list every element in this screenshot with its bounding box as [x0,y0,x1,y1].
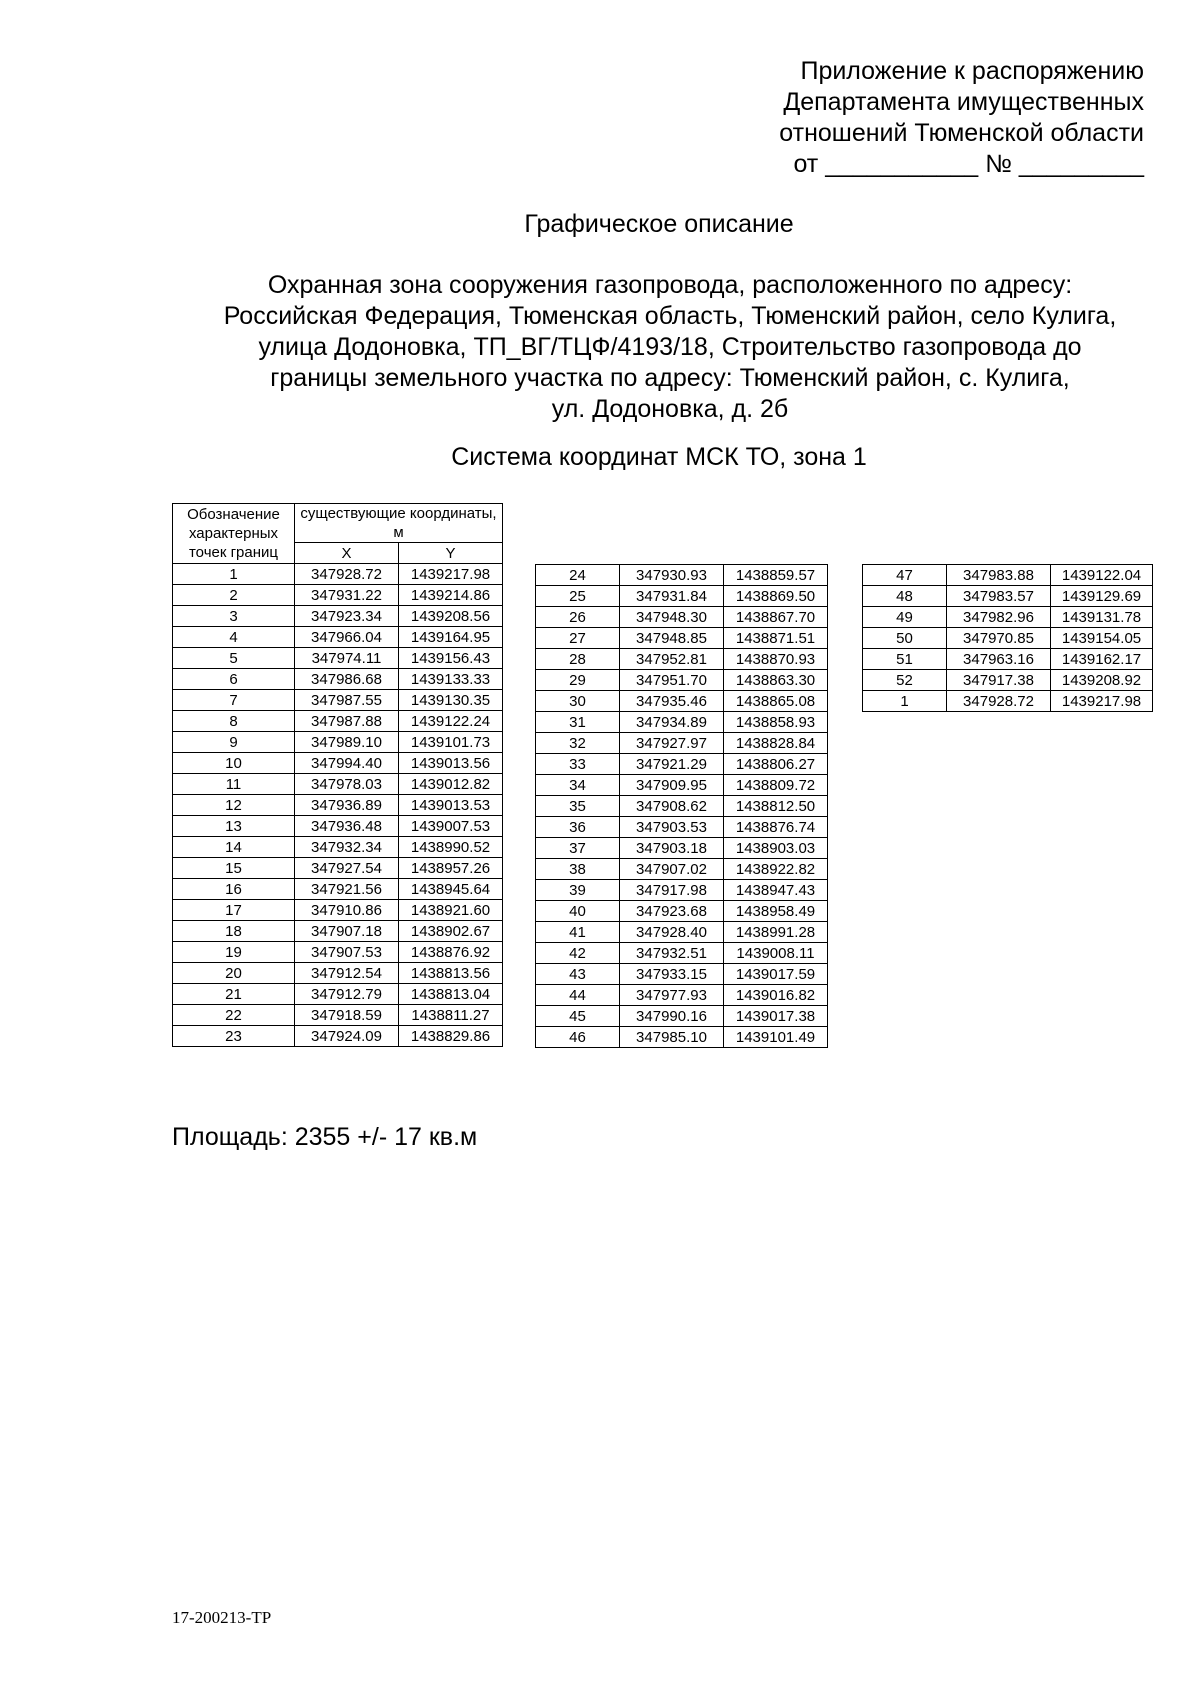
header-line-2: Департамента имущественных [783,88,1144,116]
point-number: 6 [173,669,295,690]
y-coordinate: 1439129.69 [1051,586,1153,607]
x-coordinate: 347977.93 [620,985,724,1006]
x-coordinate: 347933.15 [620,964,724,985]
x-coordinate: 347921.56 [295,879,399,900]
table-row [536,943,828,964]
table-row [536,796,828,817]
table-row [536,964,828,985]
table-2-body [536,565,828,1048]
y-coordinate: 1438858.93 [724,712,828,733]
document-code: 17-200213-ТР [172,1608,272,1627]
coordinates-table-2 [535,564,828,1048]
table-row [863,628,1153,649]
coordinates-table-3 [862,564,1153,712]
y-coordinate: 1438903.03 [724,838,828,859]
point-number: 11 [173,774,295,795]
point-number: 7 [173,690,295,711]
y-coordinate: 1439133.33 [399,669,503,690]
y-coordinate: 1438865.08 [724,691,828,712]
table-row [173,606,503,627]
point-number: 34 [536,775,620,796]
point-number: 43 [536,964,620,985]
point-number: 8 [173,711,295,732]
table-row [173,942,503,963]
y-coordinate: 1438991.28 [724,922,828,943]
table-row [536,628,828,649]
table-1-body [173,564,503,1047]
point-number: 23 [173,1026,295,1047]
x-coordinate: 347923.34 [295,606,399,627]
table-row [173,627,503,648]
x-coordinate: 347928.72 [295,564,399,585]
point-number: 12 [173,795,295,816]
x-coordinate: 347987.88 [295,711,399,732]
y-coordinate: 1439017.38 [724,1006,828,1027]
y-coordinate: 1439122.04 [1051,565,1153,586]
point-number: 22 [173,1005,295,1026]
point-number: 42 [536,943,620,964]
point-number: 49 [863,607,947,628]
point-number: 36 [536,817,620,838]
x-coordinate: 347934.89 [620,712,724,733]
y-coordinate: 1438867.70 [724,607,828,628]
table-row [173,816,503,837]
table-row [536,859,828,880]
x-coordinate: 347907.02 [620,859,724,880]
table-row [173,1026,503,1047]
x-coordinate: 347928.72 [947,691,1051,712]
point-number: 40 [536,901,620,922]
table-row [536,565,828,586]
table-row [536,733,828,754]
x-coordinate: 347974.11 [295,648,399,669]
point-number: 35 [536,796,620,817]
point-number: 33 [536,754,620,775]
x-coordinate: 347989.10 [295,732,399,753]
table-row [173,711,503,732]
y-coordinate: 1439013.53 [399,795,503,816]
y-coordinate: 1438829.86 [399,1026,503,1047]
x-coordinate: 347936.89 [295,795,399,816]
y-coordinate: 1439122.24 [399,711,503,732]
point-number: 44 [536,985,620,1006]
y-coordinate: 1439013.56 [399,753,503,774]
point-number: 4 [173,627,295,648]
point-number: 2 [173,585,295,606]
point-number: 29 [536,670,620,691]
point-number: 52 [863,670,947,691]
point-number: 50 [863,628,947,649]
subject-line-2: Российская Федерация, Тюменская область, Тюменский район, село Кулига, [223,302,1117,330]
coords-header: существующие координаты, м [295,504,503,543]
table-row [536,775,828,796]
point-number: 41 [536,922,620,943]
table-row [173,1005,503,1026]
x-coordinate: 347908.62 [620,796,724,817]
point-header: Обозначение характерных точек границ [173,504,295,564]
table-row [536,1006,828,1027]
point-number: 39 [536,880,620,901]
x-coordinate: 347928.40 [620,922,724,943]
table-row [536,670,828,691]
x-coordinate: 347990.16 [620,1006,724,1027]
y-coordinate: 1438813.56 [399,963,503,984]
subject-description [170,270,1170,425]
point-number: 25 [536,586,620,607]
table-row [863,691,1153,712]
table-row [173,879,503,900]
table-row [536,691,828,712]
point-number: 21 [173,984,295,1005]
x-coordinate: 347912.54 [295,963,399,984]
y-coordinate: 1439012.82 [399,774,503,795]
x-coordinate: 347917.98 [620,880,724,901]
point-number: 47 [863,565,947,586]
x-coordinate: 347903.18 [620,838,724,859]
y-coordinate: 1439208.92 [1051,670,1153,691]
y-coordinate: 1438859.57 [724,565,828,586]
y-coordinate: 1438806.27 [724,754,828,775]
table-row [173,921,503,942]
x-coordinate: 347932.51 [620,943,724,964]
table-row [536,712,828,733]
point-number: 9 [173,732,295,753]
y-coordinate: 1439101.49 [724,1027,828,1048]
y-coordinate: 1439016.82 [724,985,828,1006]
y-coordinate: 1438921.60 [399,900,503,921]
point-number: 15 [173,858,295,879]
x-coordinate: 347918.59 [295,1005,399,1026]
table-row [173,648,503,669]
x-coordinate: 347931.84 [620,586,724,607]
point-number: 28 [536,649,620,670]
y-coordinate: 1439101.73 [399,732,503,753]
x-header: X [295,543,399,564]
table-row [173,732,503,753]
subject-line-3: улица Додоновка, ТП_ВГ/ТЦФ/4193/18, Строительство газопровода до [258,333,1082,361]
table-3-body [863,565,1153,712]
point-number: 16 [173,879,295,900]
table-row [536,586,828,607]
y-header: Y [399,543,503,564]
x-coordinate: 347963.16 [947,649,1051,670]
table-row [536,607,828,628]
y-coordinate: 1438876.74 [724,817,828,838]
y-coordinate: 1438813.04 [399,984,503,1005]
x-coordinate: 347932.34 [295,837,399,858]
point-number: 32 [536,733,620,754]
y-coordinate: 1439130.35 [399,690,503,711]
x-coordinate: 347917.38 [947,670,1051,691]
point-number: 19 [173,942,295,963]
x-coordinate: 347931.22 [295,585,399,606]
x-coordinate: 347909.95 [620,775,724,796]
y-coordinate: 1439156.43 [399,648,503,669]
coordinates-table-1 [172,503,503,1047]
y-coordinate: 1438957.26 [399,858,503,879]
point-number: 13 [173,816,295,837]
x-coordinate: 347907.18 [295,921,399,942]
y-coordinate: 1439154.05 [1051,628,1153,649]
x-coordinate: 347978.03 [295,774,399,795]
table-row [863,565,1153,586]
point-number: 17 [173,900,295,921]
point-number: 1 [173,564,295,585]
table-row [863,649,1153,670]
point-number: 20 [173,963,295,984]
y-coordinate: 1438958.49 [724,901,828,922]
x-coordinate: 347985.10 [620,1027,724,1048]
y-coordinate: 1439214.86 [399,585,503,606]
point-number: 48 [863,586,947,607]
subject-line-5: ул. Додоновка, д. 2б [551,395,789,423]
point-number: 38 [536,859,620,880]
point-number: 30 [536,691,620,712]
x-coordinate: 347910.86 [295,900,399,921]
y-coordinate: 1438828.84 [724,733,828,754]
point-number: 1 [863,691,947,712]
point-number: 45 [536,1006,620,1027]
x-coordinate: 347948.30 [620,607,724,628]
area-value: Площадь: 2355 +/- 17 кв.м [172,1123,478,1151]
y-coordinate: 1438871.51 [724,628,828,649]
x-coordinate: 347966.04 [295,627,399,648]
y-coordinate: 1439008.11 [724,943,828,964]
x-coordinate: 347927.97 [620,733,724,754]
table-row [173,900,503,921]
table-row [173,963,503,984]
table-row [863,586,1153,607]
y-coordinate: 1438811.27 [399,1005,503,1026]
document-header [624,56,1144,180]
x-coordinate: 347924.09 [295,1026,399,1047]
header-line-3: отношений Тюменской области [779,119,1144,147]
x-coordinate: 347983.88 [947,565,1051,586]
x-coordinate: 347970.85 [947,628,1051,649]
table-row [173,690,503,711]
y-coordinate: 1438947.43 [724,880,828,901]
table-row [536,649,828,670]
subject-line-1: Охранная зона сооружения газопровода, расположенного по адресу: [267,271,1073,299]
x-coordinate: 347935.46 [620,691,724,712]
y-coordinate: 1438812.50 [724,796,828,817]
table-row [173,984,503,1005]
y-coordinate: 1438870.93 [724,649,828,670]
table-row [173,564,503,585]
table-row [863,670,1153,691]
y-coordinate: 1438876.92 [399,942,503,963]
point-number: 46 [536,1027,620,1048]
x-coordinate: 347994.40 [295,753,399,774]
point-number: 26 [536,607,620,628]
y-coordinate: 1438922.82 [724,859,828,880]
y-coordinate: 1438809.72 [724,775,828,796]
x-coordinate: 347927.54 [295,858,399,879]
y-coordinate: 1438869.50 [724,586,828,607]
page-title: Графическое описание [524,210,794,238]
y-coordinate: 1439007.53 [399,816,503,837]
x-coordinate: 347923.68 [620,901,724,922]
point-number: 24 [536,565,620,586]
x-coordinate: 347912.79 [295,984,399,1005]
table-row [536,922,828,943]
point-number: 10 [173,753,295,774]
table-row [173,774,503,795]
x-coordinate: 347907.53 [295,942,399,963]
x-coordinate: 347983.57 [947,586,1051,607]
y-coordinate: 1438902.67 [399,921,503,942]
y-coordinate: 1439208.56 [399,606,503,627]
y-coordinate: 1439017.59 [724,964,828,985]
y-coordinate: 1438990.52 [399,837,503,858]
y-coordinate: 1438945.64 [399,879,503,900]
table-row [173,837,503,858]
table-row [173,753,503,774]
y-coordinate: 1439164.95 [399,627,503,648]
y-coordinate: 1439131.78 [1051,607,1153,628]
table-row [536,985,828,1006]
table-row [536,1027,828,1048]
point-number: 3 [173,606,295,627]
x-coordinate: 347951.70 [620,670,724,691]
y-coordinate: 1439162.17 [1051,649,1153,670]
point-number: 27 [536,628,620,649]
x-coordinate: 347903.53 [620,817,724,838]
table-row [173,669,503,690]
point-number: 18 [173,921,295,942]
x-coordinate: 347987.55 [295,690,399,711]
subject-line-4: границы земельного участка по адресу: Тюменский район, с. Кулига, [270,364,1070,392]
x-coordinate: 347952.81 [620,649,724,670]
y-coordinate: 1439217.98 [399,564,503,585]
table-row [536,880,828,901]
table-row [536,901,828,922]
table-row [173,858,503,879]
y-coordinate: 1439217.98 [1051,691,1153,712]
point-number: 5 [173,648,295,669]
table-row [536,838,828,859]
x-coordinate: 347930.93 [620,565,724,586]
x-coordinate: 347986.68 [295,669,399,690]
point-number: 37 [536,838,620,859]
header-date-line: от ___________ № _________ [793,150,1144,178]
table-row [863,607,1153,628]
table-row [173,585,503,606]
x-coordinate: 347948.85 [620,628,724,649]
point-number: 51 [863,649,947,670]
y-coordinate: 1438863.30 [724,670,828,691]
coordinate-system: Система координат МСК ТО, зона 1 [451,443,867,471]
table-row [173,795,503,816]
point-number: 31 [536,712,620,733]
table-row [536,754,828,775]
x-coordinate: 347936.48 [295,816,399,837]
table-row [536,817,828,838]
x-coordinate: 347921.29 [620,754,724,775]
point-number: 14 [173,837,295,858]
header-line-1: Приложение к распоряжению [800,57,1144,85]
x-coordinate: 347982.96 [947,607,1051,628]
